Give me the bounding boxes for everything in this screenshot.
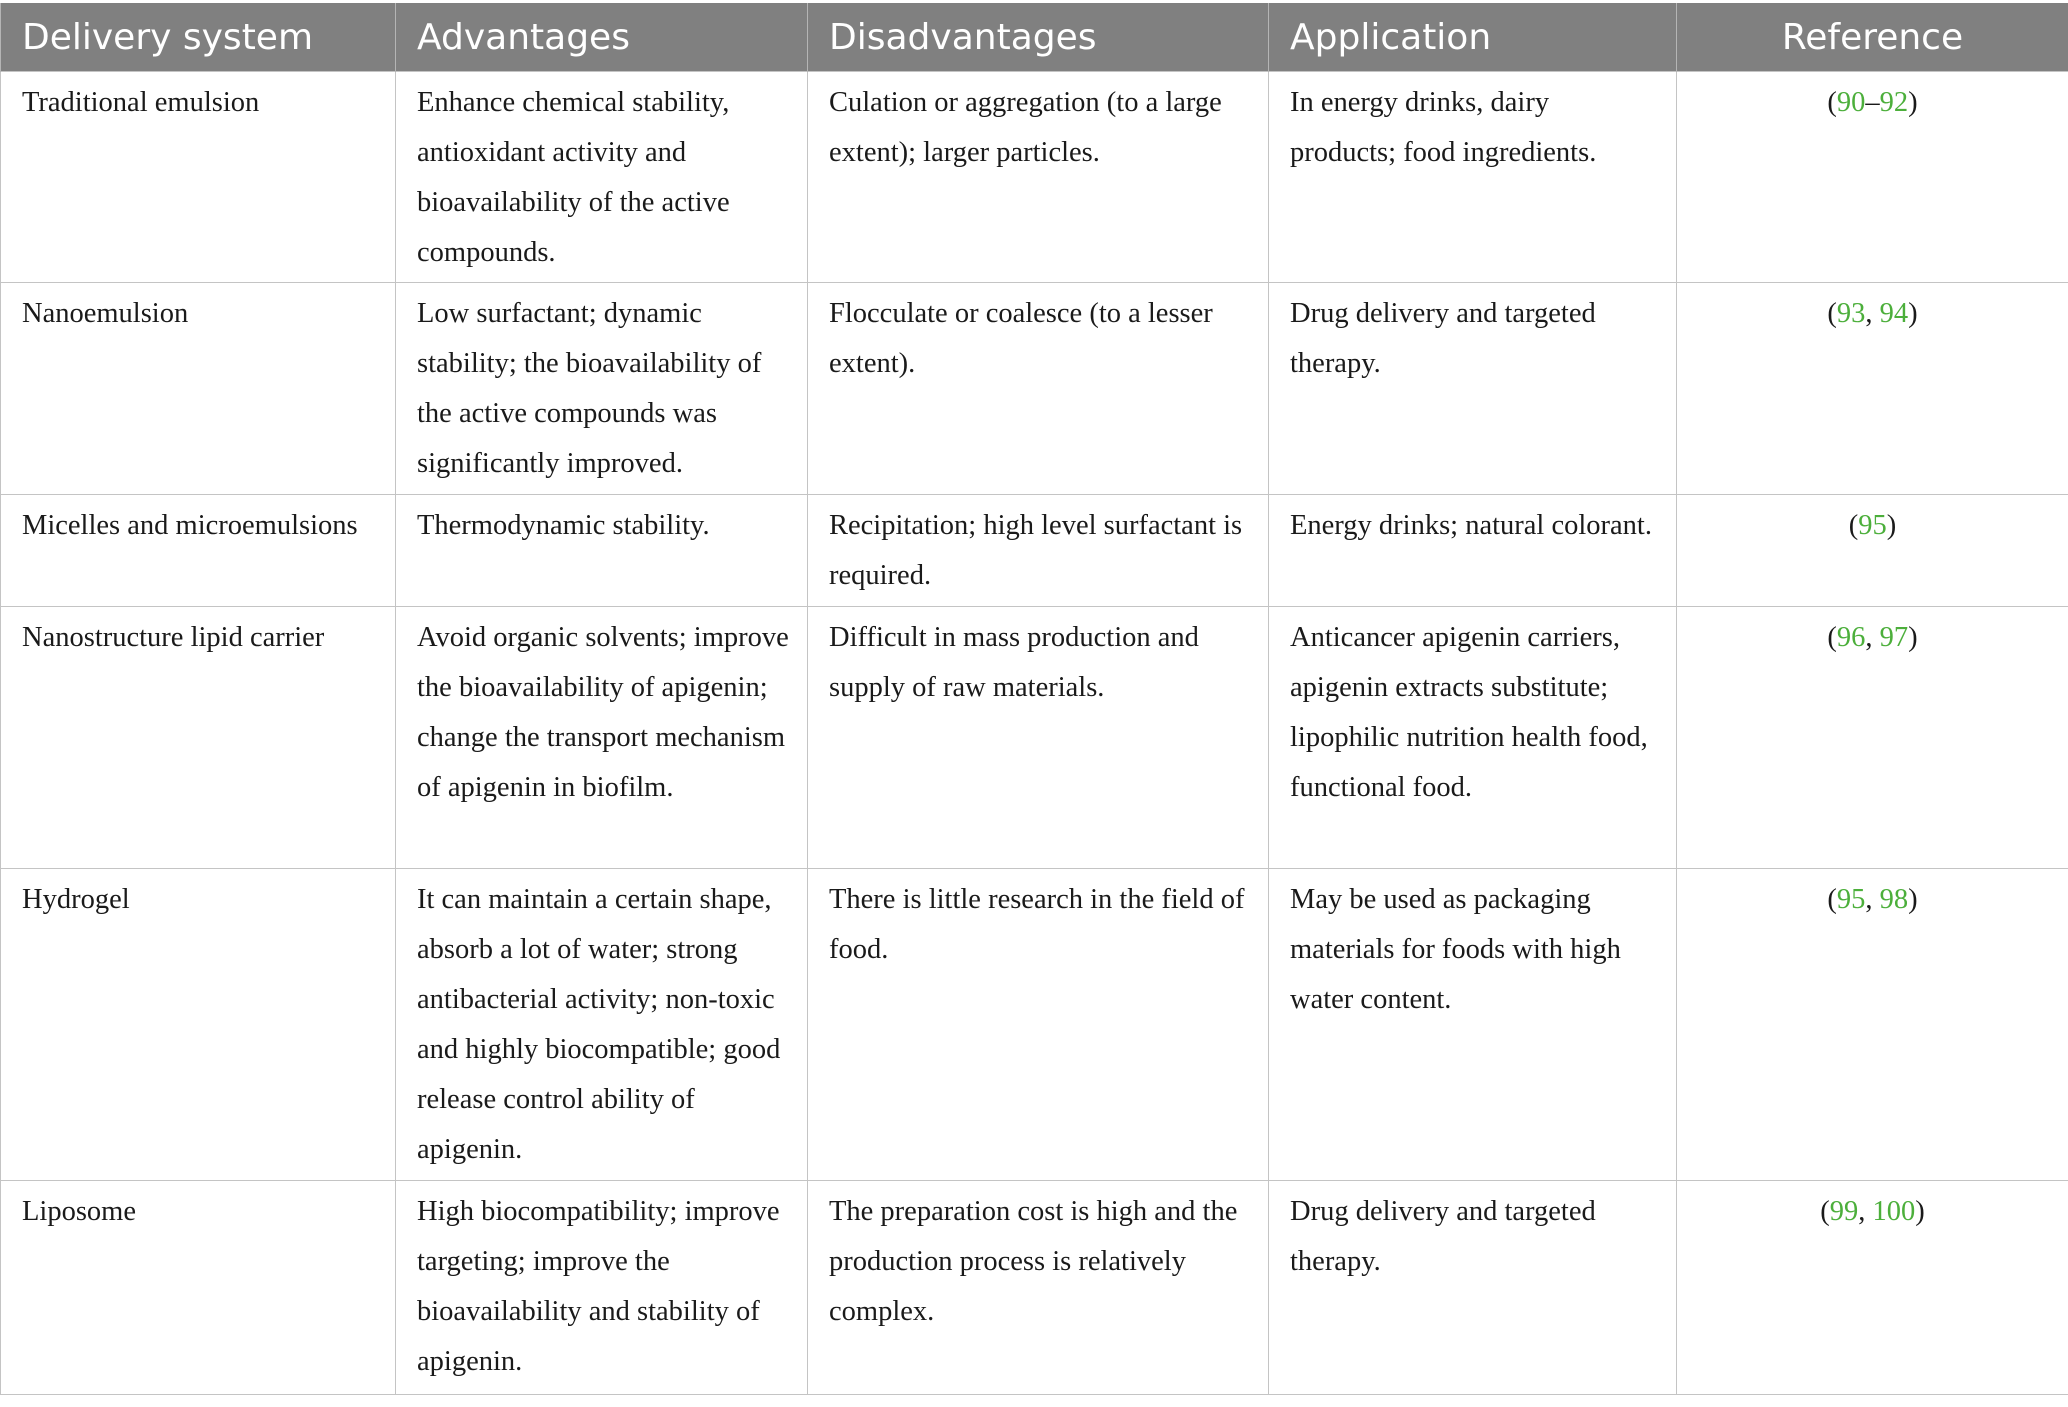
ref-open: ( — [1827, 884, 1837, 915]
application-cell: Drug delivery and targeted therapy. — [1269, 283, 1677, 495]
table-row — [1, 72, 2068, 283]
table-row — [1, 1181, 2068, 1395]
ref-close: ) — [1908, 298, 1918, 329]
reference-cell — [1677, 283, 2068, 495]
header-disadvantages: Disadvantages — [808, 3, 1269, 72]
table-row — [1, 495, 2068, 607]
advantages-cell: Thermodynamic stability. — [396, 495, 808, 607]
application-cell: In energy drinks, dairy products; food ingredients. — [1269, 72, 1677, 283]
citation-link[interactable]: 96 — [1836, 622, 1866, 653]
citation-link[interactable]: 99 — [1829, 1196, 1859, 1227]
disadvantages-cell: Difficult in mass production and supply of raw materials. — [808, 607, 1269, 869]
ref-open: ( — [1820, 1196, 1830, 1227]
citation-link[interactable]: 95 — [1858, 510, 1887, 541]
delivery-system-cell: Traditional emulsion — [1, 72, 396, 283]
header-advantages: Advantages — [396, 3, 808, 72]
citation-link[interactable]: 98 — [1879, 884, 1909, 915]
reference-cell — [1677, 72, 2068, 283]
ref-open: ( — [1848, 510, 1859, 541]
disadvantages-cell: The preparation cost is high and the production process is relatively complex. — [808, 1181, 1269, 1395]
delivery-system-cell: Nanostructure lipid carrier — [1, 607, 396, 869]
citation-link[interactable]: 90 — [1836, 87, 1866, 118]
table-row — [1, 869, 2068, 1181]
application-cell: Drug delivery and targeted therapy. — [1269, 1181, 1677, 1395]
application-cell: Anticancer apigenin carriers, apigenin extracts substitute; lipophilic nutrition health food, functional food. — [1269, 607, 1677, 869]
ref-separator: , — [1865, 884, 1880, 915]
ref-close: ) — [1908, 622, 1918, 653]
delivery-system-cell: Hydrogel — [1, 869, 396, 1181]
advantages-cell: High biocompatibility; improve targeting; improve the bioavailability and stability of apigenin. — [396, 1181, 808, 1395]
ref-open: ( — [1827, 622, 1837, 653]
advantages-cell: Enhance chemical stability, antioxidant activity and bioavailability of the active compounds. — [396, 72, 808, 283]
table-row — [1, 607, 2068, 869]
delivery-system-cell: Nanoemulsion — [1, 283, 396, 495]
reference-cell — [1677, 1181, 2068, 1395]
table-row — [1, 283, 2068, 495]
citation-link[interactable]: 93 — [1836, 298, 1866, 329]
header-reference: Reference — [1677, 3, 2068, 72]
ref-separator: , — [1858, 1196, 1873, 1227]
reference-cell — [1677, 495, 2068, 607]
ref-separator: , — [1865, 622, 1880, 653]
ref-open: ( — [1827, 298, 1837, 329]
reference-cell — [1677, 869, 2068, 1181]
disadvantages-cell: Flocculate or coalesce (to a lesser extent). — [808, 283, 1269, 495]
disadvantages-cell: Recipitation; high level surfactant is required. — [808, 495, 1269, 607]
citation-link[interactable]: 92 — [1879, 87, 1909, 118]
delivery-systems-table — [0, 3, 2068, 1395]
application-cell: May be used as packaging materials for foods with high water content. — [1269, 869, 1677, 1181]
delivery-system-cell: Liposome — [1, 1181, 396, 1395]
citation-link[interactable]: 95 — [1836, 884, 1866, 915]
delivery-system-cell: Micelles and microemulsions — [1, 495, 396, 607]
citation-link[interactable]: 94 — [1879, 298, 1909, 329]
advantages-cell: Low surfactant; dynamic stability; the bioavailability of the active compounds was significantly improved. — [396, 283, 808, 495]
citation-link[interactable]: 100 — [1872, 1196, 1916, 1227]
disadvantages-cell: Culation or aggregation (to a large extent); larger particles. — [808, 72, 1269, 283]
header-delivery-system: Delivery system — [1, 3, 396, 72]
application-cell: Energy drinks; natural colorant. — [1269, 495, 1677, 607]
ref-close: ) — [1915, 1196, 1925, 1227]
ref-close: ) — [1908, 884, 1918, 915]
ref-close: ) — [1908, 87, 1918, 118]
header-application: Application — [1269, 3, 1677, 72]
ref-separator: – — [1865, 87, 1880, 118]
reference-cell — [1677, 607, 2068, 869]
advantages-cell: It can maintain a certain shape, absorb a lot of water; strong antibacterial activity; non-toxic and highly biocompatible; good release control ability of apigenin. — [396, 869, 808, 1181]
ref-open: ( — [1827, 87, 1837, 118]
citation-link[interactable]: 97 — [1879, 622, 1909, 653]
ref-separator: , — [1865, 298, 1880, 329]
advantages-cell: Avoid organic solvents; improve the bioavailability of apigenin; change the transport mechanism of apigenin in biofilm. — [396, 607, 808, 869]
ref-close: ) — [1886, 510, 1897, 541]
header-row — [1, 3, 2068, 72]
disadvantages-cell: There is little research in the field of food. — [808, 869, 1269, 1181]
